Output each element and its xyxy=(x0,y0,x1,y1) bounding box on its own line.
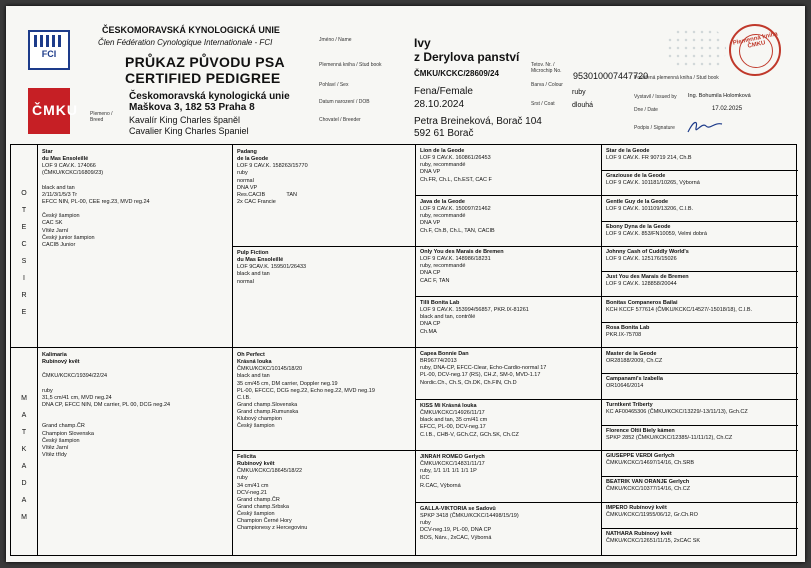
dog-info-line: EFCC, PL-00, DCV-neg.17 xyxy=(420,424,486,431)
dam-dam-cell xyxy=(237,454,411,553)
pedigree-table xyxy=(10,144,797,556)
sire-sire-cell xyxy=(237,149,411,244)
dog-info-line: ruby, DNA-CP, EFCC-Clear, Echo-Cardio-normal 17 xyxy=(420,365,547,372)
fci-logo-text: FCI xyxy=(41,49,57,59)
dog-info-line: SPKP 2852 (ČMKU/KCKC/12385/-11/11/12), Ch.CZ xyxy=(606,435,733,442)
ss-dam-cell xyxy=(420,199,598,245)
dog-info-line: ČMKU/KCKC/10377/14/16, Ch.CZ xyxy=(606,486,691,493)
dog-info-line: LOF 9 CAV.K. 153994/56857, PKR.IX-81261 xyxy=(420,307,529,314)
dog-info-line: ČMKU/KCKC/18645/18/22 xyxy=(237,468,303,475)
dog-info-line: OR10646/2014 xyxy=(606,383,644,390)
logos xyxy=(28,30,78,134)
addr-line1: Českomoravská kynologická unie xyxy=(129,91,290,102)
ggp-cell xyxy=(606,249,794,271)
row-divider xyxy=(232,246,798,247)
dog-info-line: BR96774/2013 xyxy=(420,358,457,365)
dog-info-line: Grand champ.Rumunska xyxy=(237,409,299,416)
dog-info-line: Klubový champion xyxy=(237,416,282,423)
dog-info-line: Ch.MA xyxy=(420,328,437,335)
dog-info-line: LOF 9 CAV.K. FR 90719 214, Ch.B xyxy=(606,155,692,162)
breeder-address: 592 61 Borač xyxy=(414,128,474,139)
row-divider xyxy=(601,221,798,222)
sire-letter: E xyxy=(21,309,27,316)
sign-label: Podpis / Signature xyxy=(634,125,675,131)
dog-name-line: NATHARA Rubínový květ xyxy=(606,531,672,537)
dog-name-line: Campanami's Izabella xyxy=(606,376,663,382)
dog-info-line: Vítěz třídy xyxy=(42,451,67,458)
dog-name-line: IMPERO Rubínový květ xyxy=(606,505,667,511)
org-fci: Člen Fédération Cynologique Internationale - FCI xyxy=(98,38,273,47)
dam-sire-cell xyxy=(237,352,411,448)
color-label: Barva / Colour xyxy=(531,82,563,88)
dog-info-line: Krásná louka xyxy=(237,359,272,366)
dog-info-line: black and tan xyxy=(42,184,75,191)
signature xyxy=(686,118,726,136)
breed-cz: Kavalír King Charles španěl xyxy=(129,115,241,125)
dog-info-line: ruby, 1/1 1/1 1/1 1/1 1P xyxy=(420,468,477,475)
sire-side-label xyxy=(17,185,31,321)
dog-name-line: Star de la Geode xyxy=(606,148,650,154)
ggp-cell xyxy=(606,531,794,553)
dog-info-line: CACIB Junior xyxy=(42,241,76,248)
dog-info-line: LOF 9 CAV.K. 148986/18231 xyxy=(420,256,491,263)
dog-info-line: black and tan, 35 cm/41 cm xyxy=(420,417,488,424)
ggp-cell xyxy=(606,173,794,195)
dog-sex: Fena/Female xyxy=(414,86,473,97)
dog-info-line: 34 cm/41 cm xyxy=(237,482,269,489)
dog-name-line: JINRAH ROMEO Gerlych xyxy=(420,454,485,460)
dd-sire-cell xyxy=(420,454,598,501)
dog-info-line: du Mas Ensoleillé xyxy=(237,257,284,264)
dog-info-line: PKR.IX-75708 xyxy=(606,332,642,339)
pedigree-certificate xyxy=(6,6,805,562)
dog-info-line: DNA VP xyxy=(237,184,258,191)
dog-info-line: ČMKU/KCKC/10145/18/20 xyxy=(237,366,303,373)
dog-info-line: ČMKU/KCKC/19394/22/24 xyxy=(42,373,108,380)
dog-info-line: Champion Slovenska xyxy=(42,430,94,437)
dog-info-line: ČMKU/KCKC/12651/11/15, 2xCAC SK xyxy=(606,538,701,545)
dog-name-line: Graziouse de la Geode xyxy=(606,173,666,179)
ggp-cell xyxy=(606,351,794,373)
col-divider xyxy=(232,145,233,555)
dam-letter: D xyxy=(21,480,27,487)
dog-name-line: Bonitas Companeros Bailai xyxy=(606,300,678,306)
studbook-label: Pověřená plemenná kniha / Stud book xyxy=(634,75,719,81)
sire-letter: I xyxy=(23,275,25,282)
dog-info-line: KC AF00465306 (ČMKU/KCKC/13229/-13/11/13), Gch.CZ xyxy=(606,409,748,416)
dd-dam-cell xyxy=(420,506,598,554)
dog-info-line: LOF 9CAV.K. 159501/26433 xyxy=(237,264,307,271)
sire-letter: C xyxy=(21,241,27,248)
dam-letter: T xyxy=(21,429,27,436)
date-label: Dne / Date xyxy=(634,107,658,113)
dog-info-line: LOF 9 CAV.K. 160861/26453 xyxy=(420,155,491,162)
dog-info-line: Rubínový květ xyxy=(237,461,275,468)
dog-name-line: Java de la Geode xyxy=(420,199,465,205)
dog-name-line: Johnny Cash of Cuddly World's xyxy=(606,249,689,255)
dog-info-line: LOF 9 CAV.K. 174066 xyxy=(42,163,96,170)
dog-info-line: DCV-neg.21 xyxy=(237,489,267,496)
dog-info-line: 2x CAC Francie xyxy=(237,198,276,205)
breed-en: Cavalier King Charles Spaniel xyxy=(129,126,249,136)
reg-number: ČMKU/KCKC/28609/24 xyxy=(414,69,499,78)
dog-info-line: KCH KCCF 577614 (ČMKU/KCKC/14527/-15018/18), C.I.B. xyxy=(606,307,753,314)
row-divider xyxy=(601,373,798,374)
ggp-cell xyxy=(606,274,794,296)
chip-number: 953010007447720 xyxy=(573,71,649,81)
dog-name-line: Padang xyxy=(237,149,257,155)
dog-info-line: Český šampion xyxy=(237,423,275,430)
dog-info-line: EFCC NIN, PL-00, CEE reg.23, MVD reg.24 xyxy=(42,198,150,205)
org-name: ČESKOMORAVSKÁ KYNOLOGICKÁ UNIE xyxy=(102,25,280,35)
row-divider xyxy=(415,296,798,297)
dog-name-line: Pulp Fiction xyxy=(237,250,269,256)
dog-info-line: ČMKU/KCKC/14926/11/17 xyxy=(420,410,485,417)
fci-logo xyxy=(28,30,70,70)
dam-side-label xyxy=(17,390,31,526)
dog-name-line: Lion de la Geode xyxy=(420,148,465,154)
dog-info-line: Český šampion xyxy=(42,437,80,444)
ggp-cell xyxy=(606,199,794,221)
row-divider xyxy=(415,502,798,503)
col-divider xyxy=(37,145,38,555)
dam-letter: M xyxy=(21,514,27,521)
sire-cell xyxy=(42,149,228,344)
breeder-name: Petra Breineková, Borač 104 xyxy=(414,116,542,127)
ds-sire-cell xyxy=(420,351,598,398)
dog-info-line: ČMKU/KCKC/11955/06/12, Gr.Ch.RO xyxy=(606,512,698,519)
dog-info-line: DNA CP xyxy=(420,270,441,277)
dam-letter: A xyxy=(21,463,27,470)
dog-name-line: BEATRIK VAN ORANJE Gerlych xyxy=(606,479,690,485)
dog-name-line2: z Derylova panství xyxy=(414,50,520,64)
row-divider xyxy=(415,195,798,196)
row-divider xyxy=(601,322,798,323)
dam-letter: A xyxy=(21,412,27,419)
dog-info-line: LOF 9 CAV.K. 853/FN10059, Velmi dobrá xyxy=(606,231,707,238)
dog-info-line: Vítěz Jarní xyxy=(42,227,69,234)
dog-info-line: C.I.B., CHB-V, GCh.CZ, GCh.SK, Ch.CZ xyxy=(420,431,519,438)
breeder-label: Chovatel / Breeder xyxy=(319,117,361,123)
cmku-logo xyxy=(28,88,78,134)
dam-letter: M xyxy=(21,395,27,402)
dog-info-line: Res.CACIB TAN xyxy=(237,191,298,198)
dog-info-line: 31,5 cm/41 cm, MVD neg.24 xyxy=(42,394,112,401)
ggp-cell xyxy=(606,479,794,501)
dog-info-line: ČMKU/KCKC/14831/11/17 xyxy=(420,461,485,468)
dog-color: ruby xyxy=(572,89,586,96)
sire-dam-cell xyxy=(237,250,411,345)
dog-info-line: ICC xyxy=(420,475,430,482)
dog-info-line: SPKP 3418 (ČMKU/KCKC/14498/15/19) xyxy=(420,513,519,520)
dog-info-line: du Mas Ensoleillé xyxy=(42,156,89,163)
dog-info-line: Vítěz Jarní xyxy=(42,444,69,451)
dog-info-line: Grand champ.ČR xyxy=(42,423,85,430)
dog-info-line: LOF 9 CAV.K. 101181/10265, Výborná xyxy=(606,180,700,187)
dog-info-line: DNA CP, EFCC NIN, DM carrier, PL 00, DCG neg.24 xyxy=(42,401,171,408)
dog-info-line: Český junior šampion xyxy=(42,234,95,241)
name-label: Jméno / Name xyxy=(319,37,352,43)
sire-letter: R xyxy=(21,292,27,299)
sd-dam-cell xyxy=(420,300,598,346)
ggp-cell xyxy=(606,325,794,347)
row-divider xyxy=(601,170,798,171)
dog-info-line: OR28188/2009, Ch.CZ xyxy=(606,358,663,365)
reg-label: Plemenná kniha / Stud book xyxy=(319,62,382,68)
dam-letter: K xyxy=(21,446,27,453)
title-cz: PRŮKAZ PŮVODU PSA xyxy=(125,54,285,70)
dog-info-line: ruby xyxy=(237,475,248,482)
dog-info-line: normal xyxy=(237,278,254,285)
dam-cell xyxy=(42,352,228,552)
sire-letter: S xyxy=(21,258,27,265)
ggp-cell xyxy=(606,300,794,322)
issue-date: 17.02.2025 xyxy=(712,106,743,112)
dog-info-line: LOF 9 CAV.K. 128858/20044 xyxy=(606,281,677,288)
coat-label: Srst / Coat xyxy=(531,101,555,107)
dog-name-line: Turntkent Triberty xyxy=(606,402,653,408)
keeper-label: Vystavil / Issued by xyxy=(634,94,677,100)
dog-info-line: Nordic.Ch., Ch.S, Ch.DK, Ch.FIN, Ch.D xyxy=(420,379,517,386)
dog-info-line: black and tan, contrôlé xyxy=(420,314,476,321)
addr-line2: Maškova 3, 182 53 Praha 8 xyxy=(129,102,255,113)
dog-info-line: LOF 9 CAV.K. 101109/13206, C.I.B. xyxy=(606,206,694,213)
dog-info-line: Český šampion xyxy=(42,213,80,220)
dog-info-line: ruby, recommandé xyxy=(420,263,466,270)
dog-dob: 28.10.2024 xyxy=(414,99,465,110)
sire-letter: T xyxy=(21,207,27,214)
title-en: CERTIFIED PEDIGREE xyxy=(125,70,281,86)
sd-sire-cell xyxy=(420,249,598,295)
dog-info-line: (ČMKU/KCKC/16809/23) xyxy=(42,170,104,177)
ggp-cell xyxy=(606,402,794,424)
dog-info-line: R.CAC, Výborná xyxy=(420,482,461,489)
ggp-cell xyxy=(606,453,794,475)
dog-info-line: black and tan xyxy=(237,271,270,278)
dog-name-line1: Ivy xyxy=(414,36,431,50)
ss-sire-cell xyxy=(420,148,598,194)
row-divider xyxy=(601,528,798,529)
dog-info-line: LOF 9 CAV.K. 125176/15026 xyxy=(606,256,677,263)
sire-letter: O xyxy=(21,190,27,197)
dam-letter: A xyxy=(21,497,27,504)
dog-info-line: Ch.F, Ch.B, Ch.L, TAN, CACIB xyxy=(420,227,495,234)
dog-info-line: normal xyxy=(237,177,254,184)
dog-coat: dlouhá xyxy=(572,102,594,109)
dog-info-line: C.I.B. xyxy=(237,394,251,401)
dog-info-line: ruby, recommandé xyxy=(420,162,466,169)
col-divider xyxy=(601,145,602,555)
dog-name-line: Gentle Guy de la Geode xyxy=(606,199,669,205)
dog-info-line: CAC SK xyxy=(42,220,63,227)
sex-label: Pohlaví / Sex xyxy=(319,82,349,88)
row-divider xyxy=(11,347,798,348)
ds-dam-cell xyxy=(420,403,598,449)
dog-name-line: GALLA-VIKTORIA se Sadovů xyxy=(420,506,496,512)
dog-name-line: Tilli Bonita Lab xyxy=(420,300,460,306)
dog-info-line: LOF 9 CAV.K. 158263/15770 xyxy=(237,163,308,170)
dog-info-line: Grand champ.Srbska xyxy=(237,503,289,510)
dog-info-line: ruby, recommandé xyxy=(420,213,466,220)
dog-name-line: Capea Bonnie Dan xyxy=(420,351,469,357)
row-divider xyxy=(601,476,798,477)
dog-info-line: DNA CP xyxy=(420,321,441,328)
dog-name-line: Ebony Dyna de la Geode xyxy=(606,224,671,230)
stamp-text: Plemenná kniha ČMKU xyxy=(732,31,779,50)
dog-info-line: black and tan xyxy=(237,373,270,380)
col-divider xyxy=(415,145,416,555)
dog-name-line: Oh Perfect xyxy=(237,352,265,358)
fci-logo-pattern xyxy=(34,35,64,47)
dog-info-line: CAC F, TAN xyxy=(420,277,450,284)
row-divider xyxy=(232,450,798,451)
ggp-cell xyxy=(606,224,794,246)
row-divider xyxy=(601,271,798,272)
dog-info-line: Champion Černé Hory xyxy=(237,518,292,525)
dog-info-line: 2/11/3/1/5/3 Tr xyxy=(42,191,78,198)
dog-name-line: Felicita xyxy=(237,454,256,460)
studbook-stamp xyxy=(729,24,781,76)
ggp-cell xyxy=(606,428,794,450)
dog-info-line: ČMKU/KCKC/14697/14/16, Ch.SRB xyxy=(606,460,695,467)
dog-name-line: Florence Oltii Biely kámen xyxy=(606,428,675,434)
chip-label: Tetov. Nr. / Microchip No. xyxy=(531,62,562,74)
dog-info-line: ruby xyxy=(420,520,431,527)
dog-info-line: PL-00, DCV-neg.17 (RS), CH.Z, SM-0, MVD-1.17 xyxy=(420,372,541,379)
dog-name-line: Just You des Marais de Bremen xyxy=(606,274,689,280)
dog-info-line: Český šampion xyxy=(237,511,275,518)
cmku-logo-text: ČMKU xyxy=(32,102,78,118)
dog-info-line: Grand champ.Slovenska xyxy=(237,401,298,408)
dog-name-line: Rosa Bonita Lab xyxy=(606,325,650,331)
row-divider xyxy=(415,399,798,400)
dog-info-line: de la Geode xyxy=(237,156,269,163)
ggp-cell xyxy=(606,148,794,170)
dob-label: Datum narození / DOB xyxy=(319,99,370,105)
dog-info-line: LOF 9 CAV.K. 150097/21462 xyxy=(420,206,491,213)
breed-label: Plemeno / Breed xyxy=(90,111,113,123)
dog-name-line: Master de la Geode xyxy=(606,351,657,357)
ggp-cell xyxy=(606,505,794,527)
dog-info-line: PL-00, EFCCC, DCG neg.22, Echo neg.22, MVD neg.19 xyxy=(237,387,375,394)
dog-info-line: ruby xyxy=(237,170,248,177)
dog-info-line: Grand champ.ČR xyxy=(237,496,280,503)
dog-name-line: GIUSEPPE VERDI Gerlych xyxy=(606,453,675,459)
dog-info-line: DNA VP xyxy=(420,220,441,227)
dog-name-line: Kalimaria xyxy=(42,352,67,358)
dog-info-line: Rubínový květ xyxy=(42,359,80,366)
certificate-header xyxy=(6,6,805,144)
ggp-cell xyxy=(606,376,794,398)
dog-name-line: Only You des Marais de Bremen xyxy=(420,249,504,255)
dog-info-line: 35 cm/45 cm, DM carrier, Doppler neg.19 xyxy=(237,380,338,387)
dog-name-line: Star xyxy=(42,149,53,155)
sire-letter: E xyxy=(21,224,27,231)
dog-info-line: Ch.FR, Ch.L, Ch.EST, CAC F xyxy=(420,176,492,183)
row-divider xyxy=(601,425,798,426)
dog-info-line: Championesy z Hercegovinu xyxy=(237,525,308,532)
dog-info-line: BOS, Nárv., 2xCAC, Výborná xyxy=(420,534,492,541)
dog-name-line: KISS Mi Krásná louka xyxy=(420,403,477,409)
dog-info-line: DCV-neg.19, PL-00, DNA CP xyxy=(420,527,492,534)
watermark-pattern xyxy=(666,28,726,70)
dog-info-line: ruby xyxy=(42,387,53,394)
dog-info-line: DNA VP xyxy=(420,169,441,176)
keeper-name: Ing. Bohumila Holomková xyxy=(688,93,751,99)
